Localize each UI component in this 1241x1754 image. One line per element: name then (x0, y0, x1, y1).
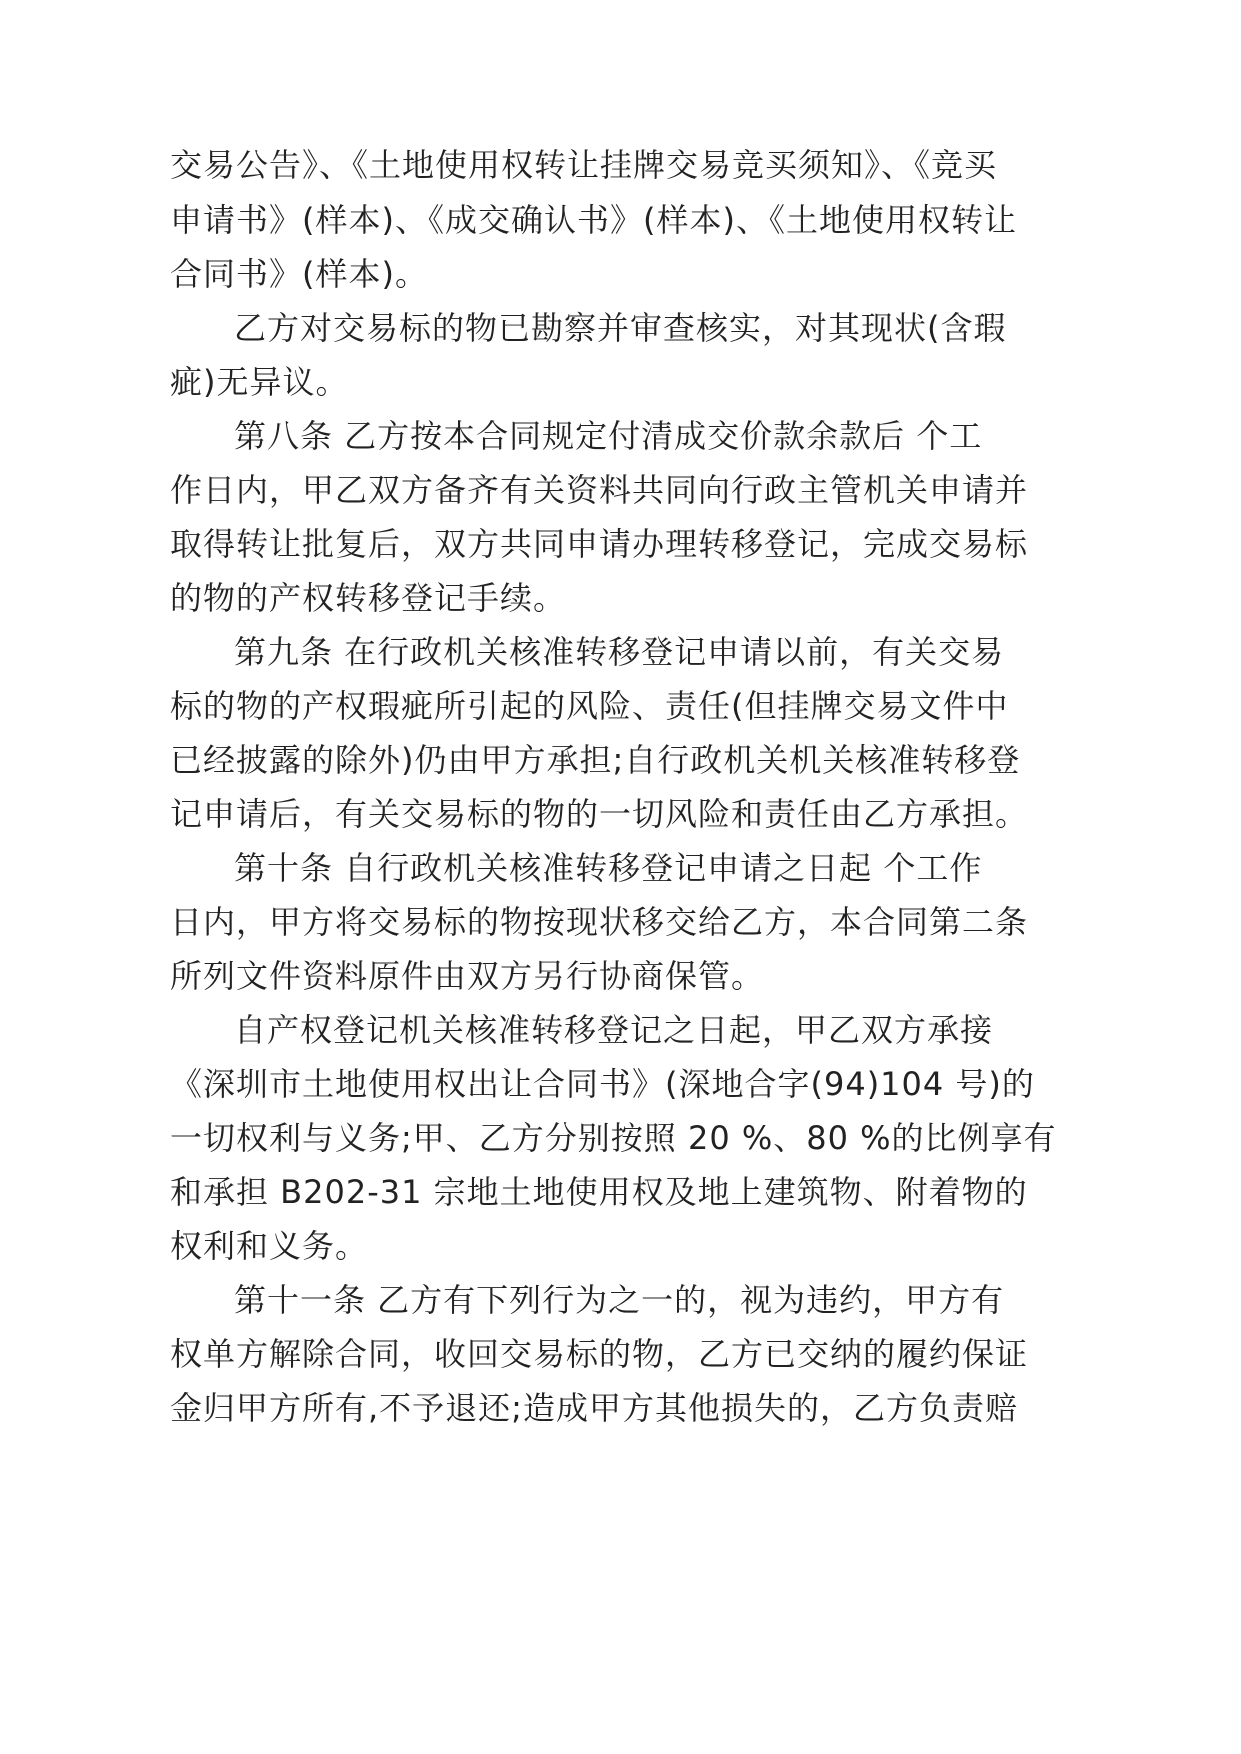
text-line: 第九条 在行政机关核准转移登记申请以前，有关交易 (234, 633, 1005, 671)
text-line: 乙方对交易标的物已勘察并审查核实，对其现状(含瑕 (234, 309, 1007, 347)
text-line: 合同书》(样本)。 (170, 255, 428, 293)
text-line: 《深圳市土地使用权出让合同书》(深地合字(94)104 号)的 (170, 1065, 1035, 1103)
text-line: 疵)无异议。 (170, 363, 349, 401)
text-line: 标的物的产权瑕疵所引起的风险、责任(但挂牌交易文件中 (170, 687, 1009, 725)
text-line: 自产权登记机关核准转移登记之日起，甲乙双方承接 (234, 1011, 994, 1049)
text-line: 第十条 自行政机关核准转移登记申请之日起 个工作 (234, 849, 983, 887)
text-line: 一切权利与义务;甲、乙方分别按照 20 %、80 %的比例享有 (170, 1119, 1057, 1157)
text-line: 权单方解除合同，收回交易标的物，乙方已交纳的履约保证 (170, 1335, 1029, 1373)
text-line: 和承担 B202-31 宗地土地使用权及地上建筑物、附着物的 (170, 1173, 1028, 1211)
text-line: 记申请后，有关交易标的物的一切风险和责任由乙方承担。 (170, 795, 1029, 833)
text-line: 第十一条 乙方有下列行为之一的，视为违约，甲方有 (234, 1281, 1005, 1319)
text-line: 已经披露的除外)仍由甲方承担;自行政机关机关核准转移登 (170, 741, 1021, 779)
text-line: 金归甲方所有,不予退还;造成甲方其他损失的，乙方负责赔 (170, 1389, 1018, 1427)
text-line: 交易公告》、《土地使用权转让挂牌交易竞买须知》、《竞买 (170, 146, 998, 184)
text-line: 第八条 乙方按本合同规定付清成交价款余款后 个工 (234, 417, 983, 455)
text-line: 的物的产权转移登记手续。 (170, 579, 567, 617)
text-line: 申请书》(样本)、《成交确认书》(样本)、《土地使用权转让 (170, 201, 1017, 239)
text-line: 作日内，甲乙双方备齐有关资料共同向行政主管机关申请并 (170, 471, 1029, 509)
text-line: 权利和义务。 (170, 1227, 369, 1265)
text-line: 所列文件资料原件由双方另行协商保管。 (170, 957, 765, 995)
text-line: 日内，甲方将交易标的物按现状移交给乙方，本合同第二条 (170, 903, 1029, 941)
text-line: 取得转让批复后，双方共同申请办理转移登记，完成交易标 (170, 525, 1029, 563)
